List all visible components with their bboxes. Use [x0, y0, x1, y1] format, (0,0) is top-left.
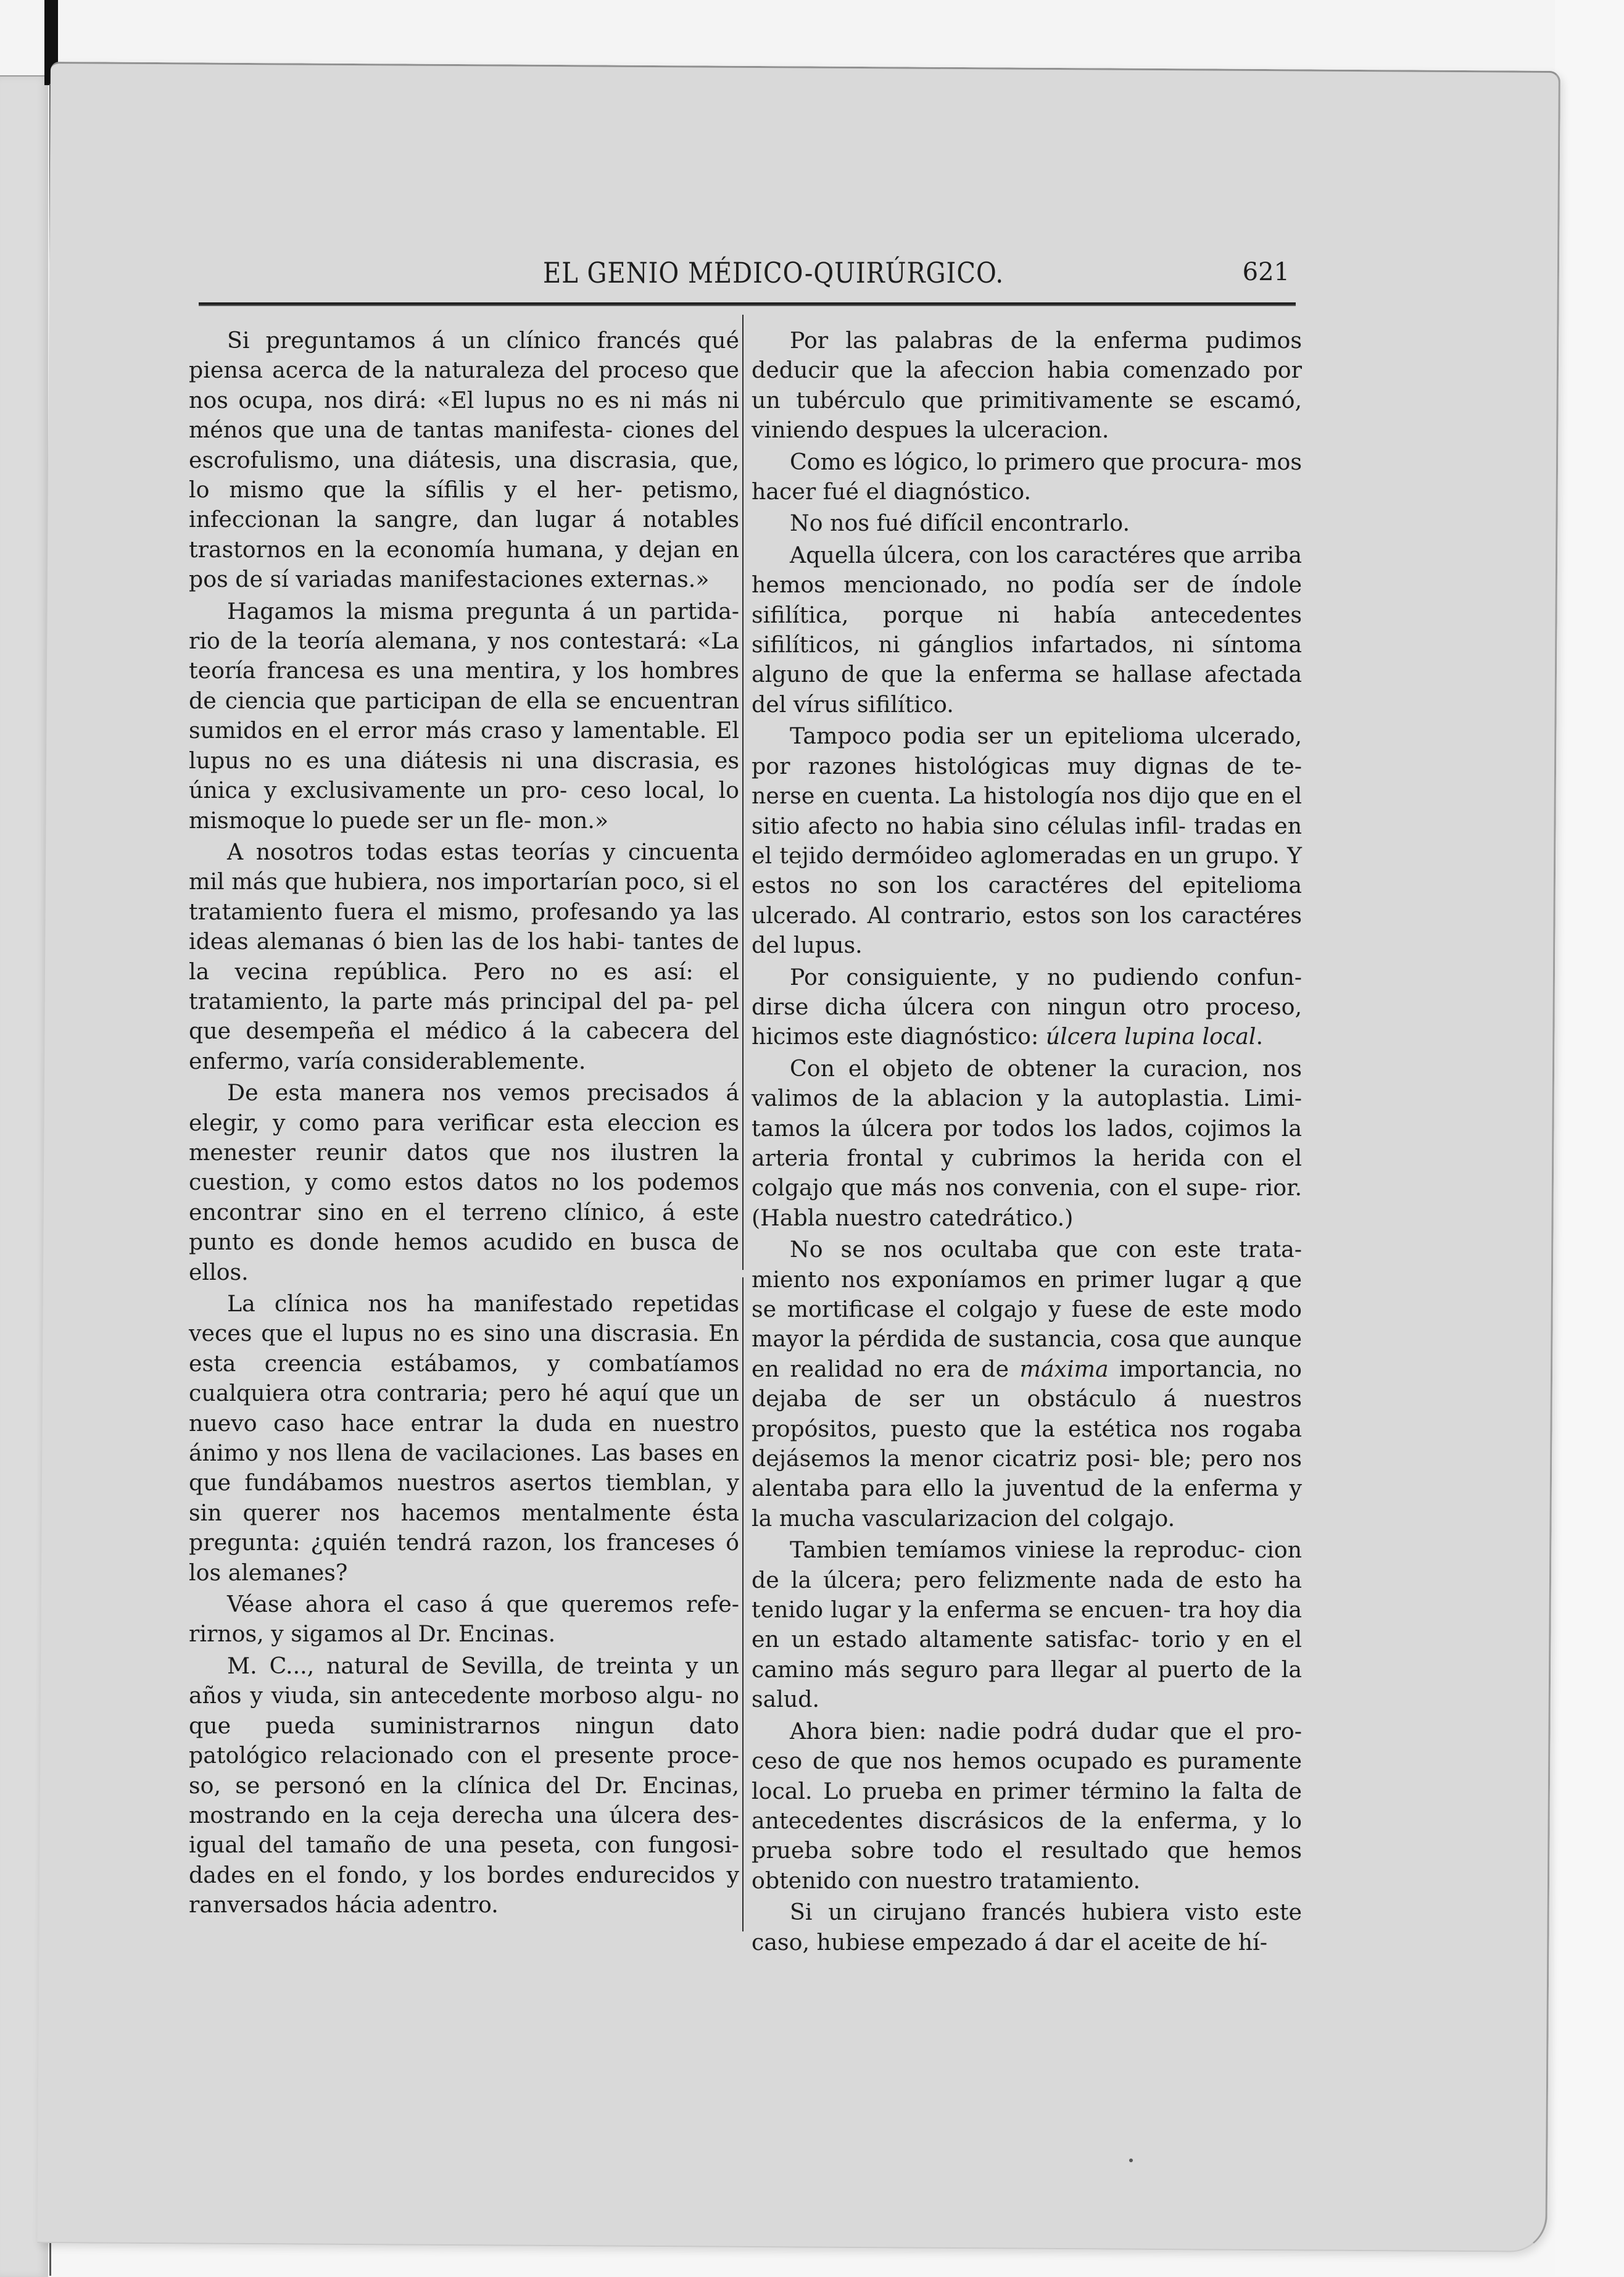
paragraph: La clínica nos ha manifestado repetidas veces que el lupus no es sino una discrasia. En esta creencia estábamos, y combatíamos cualquiera otra contraria; pero hé aquí que un nuevo caso hace entrar la duda en nuestro ánimo y nos llena de vacilaciones. Las bases en que fundábamos nuestros asertos tiemblan, y sin querer nos hacemos mentalmente ésta pregunta: ¿quién tendrá razon, los franceses ó los alemanes?: [189, 1290, 739, 1586]
paragraph: Hagamos la misma pregunta á un partida- rio de la teoría alemana, y nos contestará: «La teoría francesa es una mentira, y los hombres de ciencia que participan de ella se encuentran sumidos en el error más craso y lamentable. El lupus no es una diátesis ni una discrasia, es única y exclusivamente un pro- ceso local, lo mismoque lo puede ser un fle- mon.»: [189, 597, 739, 834]
scan-backdrop-right: [1555, 0, 1624, 2276]
paragraph: No nos fué difícil encontrarlo.: [790, 510, 1130, 537]
paragraph-diagnosis: [752, 963, 1302, 1052]
running-header: [197, 246, 1296, 290]
paragraph: Tambien temíamos viniese la reproduc- cion de la úlcera; pero felizmente nada de esto ha tenido lugar y la enferma se encuen- tra hoy dia en un estado altamente satisfac- torio y en el camino más seguro para llegar al puerto de la salud.: [752, 1537, 1302, 1713]
paragraph: Ahora bien: nadie podrá dudar que el pro- ceso de que nos hemos ocupado es puramente local. Lo prueba en primer término la falta de antecedentes discrásicos de la enferma, y lo prueba sobre todo el resultado que hemos obtenido con nuestro tratamiento.: [752, 1717, 1302, 1894]
page-number: 621: [1242, 258, 1290, 286]
paragraph: Como es lógico, lo primero que procura- mos hacer fué el diagnóstico.: [752, 448, 1302, 505]
italic-emphasis: máxima: [1019, 1355, 1109, 1382]
paragraph: Aquella úlcera, con los caractéres que arriba hemos mencionado, no podía ser de índole sifilítica, porque ni había antecedentes sifilíticos, ni gánglios infartados, ni síntoma alguno de que la enferma se hallase afectada del vírus sifilítico.: [752, 541, 1302, 718]
paragraph: De esta manera nos vemos precisados á elegir, y como para verificar esta eleccion es menester reunir datos que nos ilustren la cuestion, y como estos datos no los podemos encontrar sino en el terreno clínico, á este punto es donde hemos acudido en busca de ellos.: [189, 1079, 739, 1285]
column-divider-break: [740, 1270, 745, 1277]
paragraph-risk: [752, 1235, 1302, 1533]
header-rule: [199, 302, 1296, 306]
column-divider: [742, 315, 744, 1931]
paragraph-text: Por consiguiente, y no pudiendo confun- dirse dicha úlcera con ningun otro proceso, hicimos este diagnóstico:: [752, 963, 1302, 1050]
paragraph: Véase ahora el caso á que queremos refe- rirnos, y sigamos al Dr. Encinas.: [189, 1591, 739, 1648]
running-title: EL GENIO MÉDICO-QUIRÚRGICO.: [543, 257, 1005, 290]
paragraph: A nosotros todas estas teorías y cincuenta mil más que hubiera, nos importarían poco, si el tratamiento fuera el mismo, profesando ya las ideas alemanas ó bien las de los habi- tantes de la vecina república. Pero no es así: el tratamiento, la parte más principal del pa- pel que desempeña el médico á la cabecera del enfermo, varía considerablemente.: [189, 838, 739, 1074]
paragraph-text: .: [1256, 1023, 1264, 1050]
paragraph: Si preguntamos á un clínico francés qué piensa acerca de la naturaleza del proceso que nos ocupa, nos dirá: «El lupus no es ni más ni ménos que una de tantas manifesta- ciones del escrofulismo, una diátesis, una discrasia, que, lo mismo que la sífilis y el her- petismo, infeccionan la sangre, dan lugar á notables trastornos en la economía humana, y dejan en pos de sí variadas manifestaciones externas.»: [189, 327, 739, 593]
paragraph-text: No se nos ocultaba que con este trata- miento nos exponíamos en primer lugar ą que se mortificase el colgajo y fuese de este modo mayor la pérdida de sustancia, cosa que aunque en realidad no era de: [752, 1236, 1302, 1382]
paragraph: M. C..., natural de Sevilla, de treinta y un años y viuda, sin antecedente morboso algu- no que pueda suministrarnos ningun dato patológico relacionado con el presente proce- so, se personó en la clínica del Dr. Encinas, mostrando en la ceja derecha una úlcera des- igual del tamaño de una peseta, con fungosi- dades en el fondo, y los bordes endurecidos y ranversados hácia adentro.: [189, 1652, 739, 1918]
italic-diagnosis: úlcera lupina local: [1045, 1023, 1256, 1050]
right-column: [752, 326, 1302, 1959]
paragraph-text: importancia, no dejaba de ser un obstáculo á nuestros propósitos, puesto que la estética nos rogaba dejásemos la menor cicatriz posi- ble; pero nos alentaba para ello la juventud de la enferma y la mucha vascularizacion del colgajo.: [752, 1355, 1302, 1532]
left-column: [189, 326, 739, 1922]
paragraph: Con el objeto de obtener la curacion, nos valimos de la ablacion y la autoplastia. Limi- tamos la úlcera por todos los lados, cojimos la arteria frontal y cubrimos la herida con el colgajo que más nos convenia, con el supe- rior. (Habla nuestro catedrático.): [752, 1055, 1302, 1231]
paragraph: Por las palabras de la enferma pudimos deducir que la afeccion habia comenzado por un tubérculo que primitivamente se escamó, viniendo despues la ulceracion.: [752, 327, 1302, 444]
paragraph: Tampoco podia ser un epitelioma ulcerado, por razones histológicas muy dignas de te- nerse en cuenta. La histología nos dijo que en el sitio afecto no habia sino células infil- tradas en el tejido dermóideo aglomeradas en un grupo. Y estos no son los caractéres del epitelioma ulcerado. Al contrario, estos son los caractéres del lupus.: [752, 723, 1302, 959]
paper-speck: [1129, 2159, 1133, 2162]
paragraph: Si un cirujano francés hubiera visto este caso, hubiese empezado á dar el aceite de hí-: [752, 1899, 1302, 1956]
